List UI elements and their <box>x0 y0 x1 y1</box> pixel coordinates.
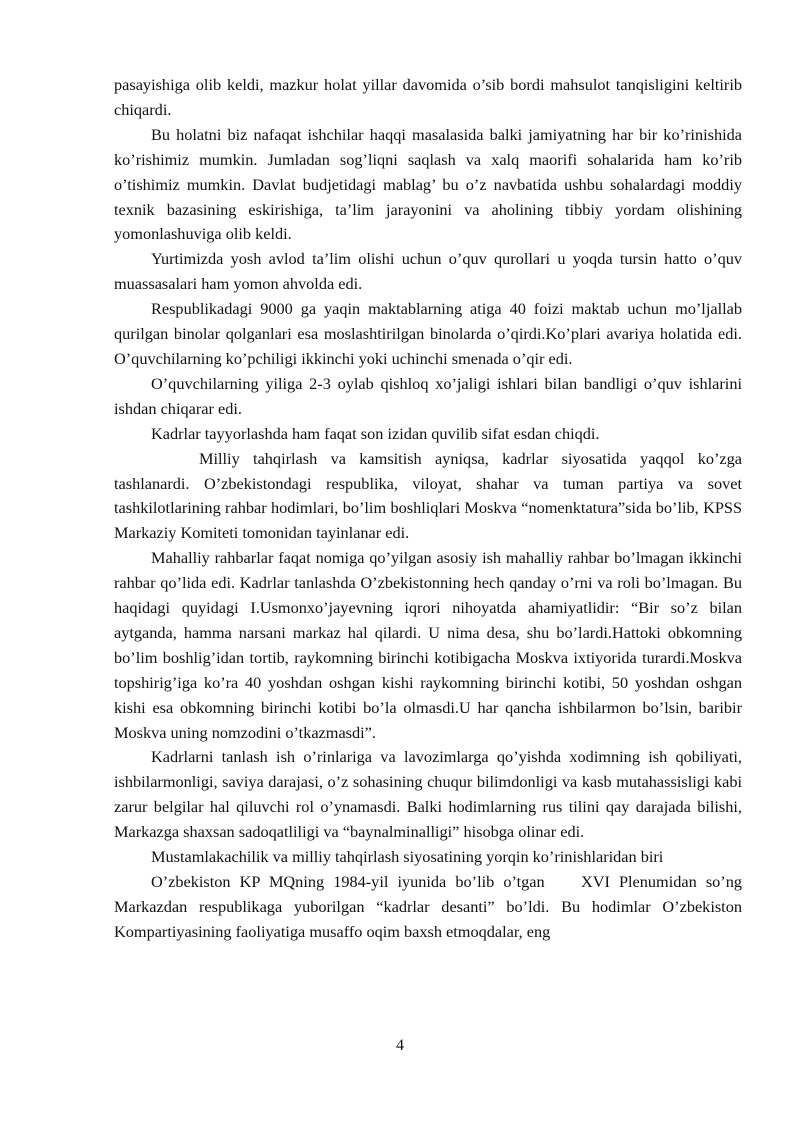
paragraph-1: pasayishiga olib keldi, mazkur holat yillar davomida o’sib bordi mahsulot tanqisligini keltirib chiqardi. <box>114 75 742 119</box>
paragraph-2: Bu holatni biz nafaqat ishchilar haqqi masalasida balki jamiyatning har bir ko’rinishida ko’rishimiz mumkin. Jumladan sog’liqni saqlash va xalq maorifi sohalarida ham ko’rib o’tishimiz mumkin. Davlat budjetidagi mablag’ bu o’z navbatida ushbu sohalardagi moddiy texnik bazasining eskirishiga, ta’lim jarayonini va aholining tibbiy yordam olishining yomonlashuviga olib keldi. <box>114 124 742 244</box>
paragraph-7: Milliy tahqirlash va kamsitish ayniqsa, kadrlar siyosatida yaqqol ko’zga tashlanardi. O’zbekistondagi respublika, viloyat, shahar va tuman partiya va sovet tashkilotlarining rahbar hodimlari, bo’lim boshliqlari Moskva “nomenktatura”sida bo’lib, KPSS Markaziy Komiteti tomonidan tayinlanar edi. <box>114 448 742 543</box>
paragraph-4: Respublikadagi 9000 ga yaqin maktablarning atiga 40 foizi maktab uchun mo’ljallab qurilgan binolar qolganlari esa moslashtirilgan binolarda o’qirdi.Ko’plari avariya holatida edi. O’quvchilarning ko’pchiligi ikkinchi yoki uchinchi smenada o’qir edi. <box>114 299 742 368</box>
paragraph-11: O’zbekiston KP MQning 1984-yil iyunida bo’lib o’tgan XVI Plenumidan so’ng Markazdan respublikaga yuborilgan “kadrlar desanti” bo’ldi. Bu hodimlar O’zbekiston Kompartiyasining faoliyatiga musaffo oqim baxsh etmoqdalar, eng <box>114 872 747 941</box>
paragraph-8: Mahalliy rahbarlar faqat nomiga qo’yilgan asosiy ish mahalliy rahbar bo’lmagan ikkinchi rahbar qo’lida edi. Kadrlar tanlashda O’zbekistonning hech qanday o’rni va roli bo’lmagan. Bu haqidagi quyidagi I.Usmonxo’jayevning iqrori nihoyatda ahamiyatlidir: “Bir so’z bilan aytganda, hamma narsani markaz hal qilardi. U nima desa, shu bo’lardi.Hattoki obkomning bo’lim boshlig’idan tortib, raykomning birinchi kotibigacha Moskva ixtiyorida turardi.Moskva topshirig’iga ko’ra 40 yoshdan oshgan kishi raykomning birinchi kotibi, 50 yoshdan oshgan kishi esa obkomning birinchi kotibi bo’la olmasdi.U har qancha ishbilarmon bo’lsin, baribir Moskva uning nomzodini o’tkazmasdi”. <box>114 548 742 742</box>
paragraph-6: Kadrlar tayyorlashda ham faqat son izidan quvilib sifat esdan chiqdi. <box>151 423 600 443</box>
paragraph-5: O’quvchilarning yiliga 2-3 oylab qishloq xo’jaligi ishlari bilan bandligi o’quv ishlarini ishdan chiqarar edi. <box>114 373 742 418</box>
page-number: 4 <box>396 1037 404 1054</box>
paragraph-3: Yurtimizda yosh avlod ta’lim olishi uchun o’quv qurollari u yoqda tursin hatto o’quv muassasalari ham yomon ahvolda edi. <box>114 249 742 294</box>
paragraph-10: Mustamlakachilik va milliy tahqirlash siyosatining yorqin ko’rinishlaridan biri <box>151 847 664 867</box>
document-body <box>114 73 747 945</box>
paragraph-9: Kadrlarni tanlash ish o’rinlariga va lavozimlarga qo’yishda xodimning ish qobiliyati, ishbilarmonligi, saviya darajasi, o’z sohasining chuqur bilimdonligi va kasb mutahassisligi kabi zarur belgilar hal qiluvchi rol o’ynamasdi. Balki hodimlarning rus tilini qay darajada bilishi, Markazga shaxsan sadoqatliligi va “baynalminalligi” hisobga olinar edi. <box>114 747 742 842</box>
